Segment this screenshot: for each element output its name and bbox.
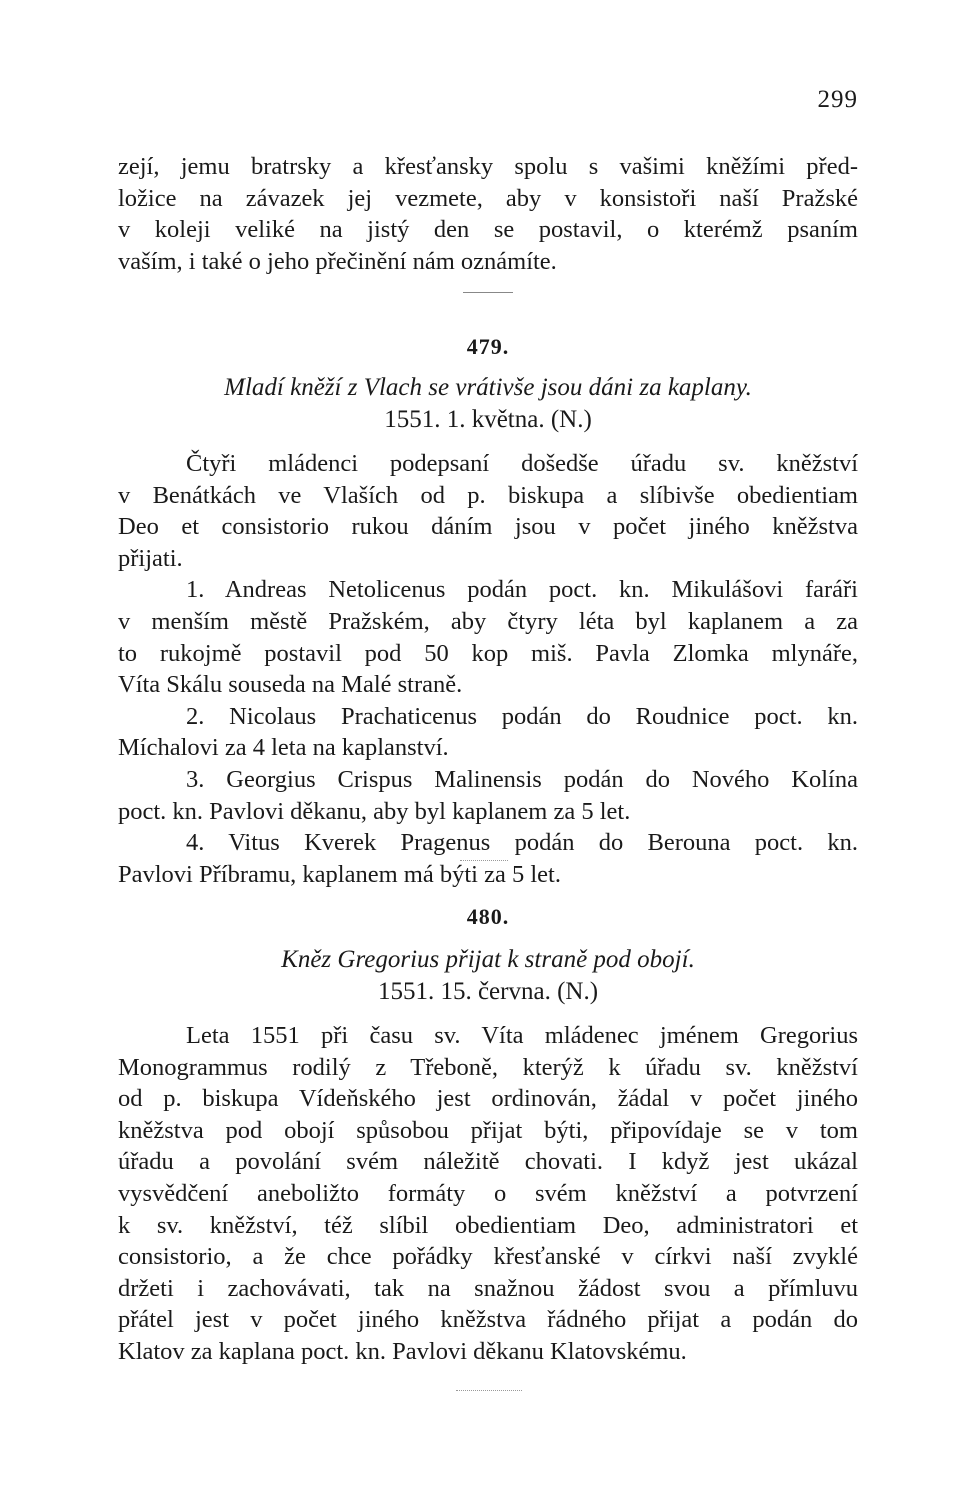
text-line: ložice na závazek jej vezmete, aby v konsistoři naší Pražské [118, 184, 858, 212]
text-line: Klatov za kaplana poct. kn. Pavlovi děkanu Klatovskému. [118, 1337, 687, 1365]
section-title-479: Mladí kněží z Vlach se vrátivše jsou dáni za kaplany. [224, 374, 752, 401]
section-body-480 [118, 1020, 858, 1368]
text-line: přátel jest v počet jiného kněžstva řádného přijat a podán do [118, 1306, 858, 1334]
text-line: držeti i zachovávati, tak na snažnou žádost svou a přímluvu [118, 1274, 858, 1302]
text-line: 3. Georgius Crispus Malinensis podán do Nového Kolína [186, 765, 858, 793]
text-line: v koleji veliké na jistý den se postavil, o kterémž psaním [118, 216, 858, 244]
text-line: přijati. [118, 544, 183, 572]
book-page [118, 0, 858, 1510]
separator-rule [456, 1390, 522, 1391]
section-date-479: 1551. 1. května. (N.) [384, 406, 592, 433]
text-line: consistorio, a že chce pořádky křesťanské v církvi naší zvyklé [118, 1243, 858, 1271]
text-line: poct. kn. Pavlovi děkanu, aby byl kaplanem za 5 let. [118, 797, 631, 825]
page-number: 299 [817, 86, 858, 113]
section-number-479: 479. [466, 334, 510, 359]
text-line: 1. Andreas Netolicenus podán poct. kn. Mikulášovi faráři [186, 576, 858, 604]
text-line: k sv. kněžství, též slíbil obedientiam Deo, administratori et [118, 1211, 858, 1239]
text-line: vysvědčení aneboližto formáty o svém kněžství a potvrzení [118, 1179, 858, 1207]
text-line: Víta Skálu souseda na Malé straně. [118, 671, 463, 699]
text-line: Leta 1551 při času sv. Víta mládenec jménem Gregorius [186, 1022, 858, 1049]
text-line: 2. Nicolaus Prachaticenus podán do Roudnice poct. kn. [186, 702, 858, 730]
text-line: Deo et consistorio rukou dáním jsou v počet jiného kněžstva [118, 513, 858, 541]
text-line: od p. biskupa Vídeňského jest ordinován, žádal v počet jiného [118, 1085, 858, 1113]
text-line: vaším, i také o jeho přečinění nám oznámíte. [118, 247, 557, 275]
text-line: Monogrammus rodilý z Třeboně, kterýž k úřadu sv. kněžství [118, 1053, 858, 1081]
section-date-480: 1551. 15. června. (N.) [377, 978, 599, 1005]
text-line: to rukojmě postavil pod 50 kop miš. Pavla Zlomka mlynáře, [118, 639, 858, 667]
section-title-480: Kněz Gregorius přijat k straně pod obojí. [281, 946, 695, 973]
text-line: Pavlovi Příbramu, kaplanem má býti za 5 let. [118, 860, 561, 888]
text-line: 4. Vitus Kverek Pragenus podán do Berouna poct. kn. [186, 829, 858, 857]
separator-rule [463, 292, 513, 293]
text-line: Čtyři mládenci podepsaní došedše úřadu sv. kněžství [186, 450, 858, 477]
text-line: v menším městě Pražském, aby čtyry léta byl kaplanem a za [118, 607, 858, 635]
section-number-480: 480. [466, 904, 510, 929]
text-line: Míchalovi za 4 leta na kaplanství. [118, 734, 449, 762]
text-line: v Benátkách ve Vlaších od p. biskupa a slíbivše obedientiam [118, 481, 858, 509]
section-body-479 [118, 448, 858, 890]
text-line: kněžstva pod obojí spůsobou přijat býti, připovídaje se v tom [118, 1116, 858, 1144]
text-line: úřadu a povolání svém náležitě chovati. I když jest ukázal [118, 1148, 858, 1176]
intro-paragraph [118, 151, 858, 277]
text-line: zejí, jemu bratrsky a křesťansky spolu s vašimi kněžími před- [118, 153, 858, 180]
separator-rule [460, 860, 508, 861]
